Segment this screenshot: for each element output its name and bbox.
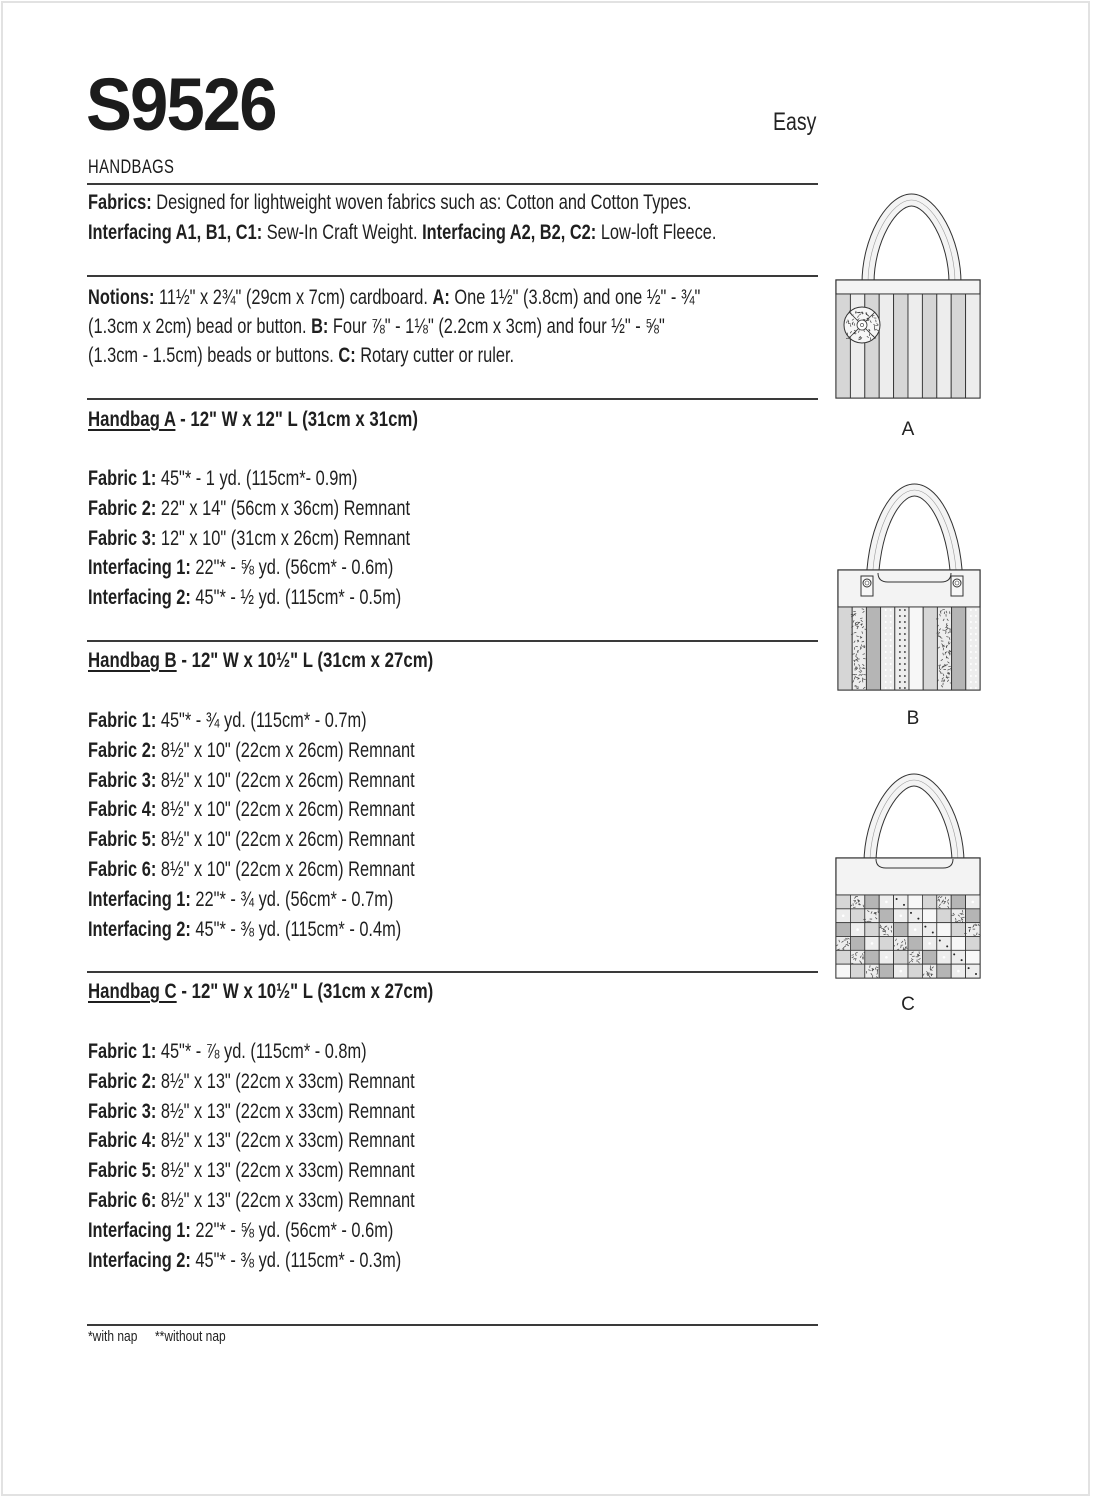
footnote-without-nap: **without nap (154, 1328, 226, 1345)
requirement-row (88, 496, 501, 522)
patchwork-square (922, 964, 936, 978)
print-dot (885, 956, 888, 959)
patchwork-square (894, 950, 908, 964)
print-dot (856, 928, 859, 931)
interfacing-text-2: Low-loft Fleece. (600, 221, 717, 244)
print-dot (904, 639, 906, 641)
patchwork-square (850, 937, 864, 951)
patchwork-square (836, 964, 850, 978)
print-dot (914, 928, 917, 931)
requirement-label: Fabric 5: (88, 1159, 157, 1183)
requirement-label: Fabric 2: (88, 738, 157, 762)
print-dot (975, 669, 977, 671)
patchwork-square (850, 895, 864, 909)
fabric-stripe (838, 607, 852, 690)
patchwork-square (908, 895, 922, 909)
requirement-row (88, 1158, 507, 1184)
difficulty-label: Easy (773, 108, 817, 136)
patchwork-square (908, 909, 922, 923)
print-dot (885, 687, 887, 689)
notions-line-2 (88, 314, 827, 340)
print-dot (975, 615, 977, 617)
print-dot (917, 918, 919, 920)
patchwork-square (865, 895, 879, 909)
notions-view-a-label: A: (432, 286, 450, 309)
pattern-number: S9526 (86, 63, 276, 146)
requirement-value: 45"* - ⅞ yd. (115cm* - 0.8m) (160, 1040, 367, 1063)
print-dot (904, 609, 906, 611)
print-dot (899, 687, 901, 689)
patchwork-square (966, 937, 980, 951)
print-dot (957, 970, 960, 973)
notions-label: Notions: (88, 286, 155, 309)
view-heading-b (88, 648, 520, 674)
print-dot (970, 651, 972, 653)
requirement-value: 8½" x 10" (22cm x 26cm) Remnant (160, 828, 415, 852)
notions-text: (1.3cm - 1.5cm) beads or buttons. (88, 344, 334, 367)
patchwork-square (836, 950, 850, 964)
patchwork-square (850, 964, 864, 978)
print-dot (968, 967, 970, 969)
print-dot (904, 615, 906, 617)
interfacing-label-2: Interfacing A2, B2, C2: (422, 221, 597, 244)
print-dot (943, 956, 946, 959)
print-dot (970, 627, 972, 629)
interfacing-text-1: Sew-In Craft Weight. (266, 221, 418, 244)
fabric-stripe (923, 607, 937, 690)
requirement-label: Fabric 4: (88, 798, 157, 822)
patchwork-square (937, 937, 951, 951)
requirement-value: 45"* - ⅜ yd. (115cm* - 0.3m) (195, 1248, 402, 1272)
print-dot (970, 663, 972, 665)
requirement-value: 22" x 14" (56cm x 36cm) Remnant (160, 496, 411, 520)
print-dot (928, 942, 931, 945)
requirement-label: Interfacing 1: (88, 1218, 191, 1242)
print-dot (890, 651, 892, 653)
requirement-label: Fabric 1: (88, 1040, 157, 1063)
print-dot (904, 663, 906, 665)
interfacing-label-1: Interfacing A1, B1, C1: (88, 221, 263, 244)
print-dot (899, 663, 901, 665)
print-dot (904, 669, 906, 671)
requirement-value: 12" x 10" (31cm x 26cm) Remnant (160, 526, 411, 550)
print-dot (885, 681, 887, 683)
requirement-label: Interfacing 2: (88, 1248, 191, 1272)
fabric-stripe (966, 607, 980, 690)
print-dot (899, 639, 901, 641)
print-dot (890, 645, 892, 647)
bag-top-band (836, 858, 980, 895)
print-dot (970, 621, 972, 623)
fabric-stripe (866, 607, 880, 690)
patchwork-square (894, 895, 908, 909)
patchwork-square (908, 937, 922, 951)
requirement-label: Fabric 5: (88, 828, 157, 852)
print-dot (890, 681, 892, 683)
print-dot (885, 621, 887, 623)
notions-view-c-label: C: (338, 344, 356, 367)
print-dot (885, 669, 887, 671)
print-dot (970, 645, 972, 647)
requirement-row (88, 585, 490, 611)
print-dot (890, 657, 892, 659)
print-dot (953, 953, 955, 955)
view-size: - 12" W x 12" L (31cm x 31cm) (180, 408, 418, 431)
requirement-label: Interfacing 2: (88, 917, 191, 941)
patchwork-square (951, 937, 965, 951)
patchwork-square (966, 964, 980, 978)
print-dot (890, 687, 892, 689)
print-dot (970, 639, 972, 641)
print-dot (885, 609, 887, 611)
print-dot (970, 681, 972, 683)
requirement-row (88, 1248, 490, 1274)
requirement-row (88, 1039, 445, 1065)
requirement-value: 8½" x 13" (22cm x 33cm) Remnant (160, 1099, 415, 1123)
print-dot (972, 901, 975, 904)
print-dot (842, 914, 845, 917)
requirement-label: Fabric 2: (88, 496, 157, 520)
requirement-value: 8½" x 10" (22cm x 26cm) Remnant (160, 738, 415, 762)
view-heading-c (88, 979, 520, 1005)
patchwork-square (836, 923, 850, 937)
requirement-value: 22"* - ⅝ yd. (56cm* - 0.6m) (195, 1218, 394, 1242)
requirement-row (88, 797, 507, 823)
notions-text: (1.3cm x 2cm) bead or button. (88, 315, 307, 338)
handbag-a-illustration (830, 190, 990, 405)
print-dot (904, 687, 906, 689)
fabric-stripe (937, 294, 951, 398)
view-label-a: A (901, 419, 915, 440)
requirement-label: Fabric 6: (88, 858, 157, 881)
requirement-label: Fabric 1: (88, 709, 157, 732)
print-dot (899, 681, 901, 683)
patchwork-square (922, 950, 936, 964)
requirement-row (88, 1069, 507, 1095)
patchwork-square (850, 909, 864, 923)
print-dot (924, 926, 926, 928)
patchwork-square (879, 909, 893, 923)
button-icon (863, 579, 871, 587)
print-squiggle (939, 899, 940, 901)
patchwork-square (908, 964, 922, 978)
print-dot (970, 609, 972, 611)
fabric-stripe (836, 294, 850, 398)
print-dot (975, 657, 977, 659)
print-dot (904, 681, 906, 683)
divider (87, 275, 818, 277)
patchwork-square (836, 895, 850, 909)
fabric-stripe (894, 294, 908, 398)
requirement-label: Interfacing 2: (88, 586, 191, 610)
fabric-stripe (952, 607, 966, 690)
print-dot (885, 651, 887, 653)
view-name: Handbag C (88, 980, 177, 1003)
requirement-value: 8½" x 13" (22cm x 33cm) Remnant (160, 1159, 415, 1183)
requirement-row (88, 917, 490, 943)
interfacing-line (88, 220, 894, 246)
requirement-row (88, 526, 501, 552)
print-dot (975, 633, 977, 635)
requirement-value: 45"* - 1 yd. (115cm*- 0.9m) (160, 467, 358, 490)
fabrics-text: Designed for lightweight woven fabrics such as: Cotton and Cotton Types. (156, 191, 692, 214)
requirement-value: 8½" x 10" (22cm x 26cm) Remnant (160, 768, 415, 792)
print-dot (946, 945, 948, 947)
print-dot (896, 898, 898, 900)
divider (87, 971, 818, 973)
patchwork-square (966, 950, 980, 964)
requirement-row (88, 738, 507, 764)
view-name: Handbag B (88, 649, 177, 672)
view-heading-a (88, 407, 500, 433)
requirement-row (88, 887, 479, 913)
print-dot (890, 633, 892, 635)
handbag-b-illustration (830, 480, 990, 695)
print-dot (899, 615, 901, 617)
requirement-row (88, 555, 479, 581)
divider (87, 183, 818, 185)
print-dot (885, 645, 887, 647)
divider (87, 640, 818, 642)
patchwork-square (966, 923, 980, 937)
print-dot (885, 675, 887, 677)
requirement-label: Fabric 2: (88, 1069, 157, 1093)
bag-top-band (836, 280, 980, 294)
print-dot (899, 675, 901, 677)
requirement-row (88, 768, 507, 794)
handbag-c-illustration (830, 770, 995, 985)
requirement-value: 45"* - ⅜ yd. (115cm* - 0.4m) (195, 917, 402, 941)
print-dot (975, 639, 977, 641)
footnotes (88, 1328, 260, 1346)
print-dot (885, 639, 887, 641)
print-dot (890, 639, 892, 641)
requirement-value: 22"* - ¾ yd. (56cm* - 0.7m) (195, 887, 394, 911)
view-label-c: C (901, 994, 915, 1015)
handle-outline (870, 780, 958, 863)
print-dot (975, 627, 977, 629)
print-dot (970, 687, 972, 689)
requirement-label: Fabric 3: (88, 1099, 157, 1123)
footnote-with-nap: *with nap (88, 1328, 138, 1345)
patchwork-square (865, 950, 879, 964)
print-dot (961, 959, 963, 961)
print-dot (904, 651, 906, 653)
requirement-label: Interfacing 1: (88, 887, 191, 911)
fabric-stripe (966, 294, 980, 398)
print-dot (910, 912, 912, 914)
print-dot (970, 657, 972, 659)
requirement-label: Fabric 6: (88, 1189, 157, 1212)
print-dot (975, 973, 977, 975)
print-dot (904, 675, 906, 677)
print-dot (885, 657, 887, 659)
notions-text: Rotary cutter or ruler. (360, 344, 515, 367)
flower-center (857, 320, 867, 330)
print-dot (970, 615, 972, 617)
requirement-row (88, 1188, 507, 1214)
print-dot (975, 645, 977, 647)
print-dot (975, 609, 977, 611)
print-dot (899, 657, 901, 659)
patchwork-square (966, 909, 980, 923)
fabric-stripe (909, 607, 923, 690)
patchwork-square (865, 909, 879, 923)
divider (87, 1324, 818, 1326)
print-dot (970, 633, 972, 635)
print-dot (970, 669, 972, 671)
category-title: HANDBAGS (88, 157, 175, 178)
print-dot (890, 675, 892, 677)
view-name: Handbag A (88, 408, 176, 431)
patchwork-square (894, 937, 908, 951)
requirement-label: Fabric 3: (88, 526, 157, 550)
print-dot (890, 669, 892, 671)
print-dot (890, 609, 892, 611)
patchwork-square (922, 923, 936, 937)
requirement-row (88, 1128, 507, 1154)
print-dot (975, 687, 977, 689)
requirement-row (88, 857, 507, 883)
print-dot (939, 940, 941, 942)
patchwork-square (922, 895, 936, 909)
view-size: - 12" W x 10½" L (31cm x 27cm) (181, 980, 434, 1003)
button-icon (953, 579, 961, 587)
patchwork-square (937, 964, 951, 978)
requirement-value: 8½" x 10" (22cm x 26cm) Remnant (160, 798, 415, 822)
print-dot (890, 621, 892, 623)
view-label-b: B (906, 708, 920, 729)
print-dot (890, 627, 892, 629)
print-dot (899, 669, 901, 671)
print-dot (885, 615, 887, 617)
print-dot (885, 633, 887, 635)
print-dot (899, 627, 901, 629)
print-dot (975, 651, 977, 653)
print-dot (899, 609, 901, 611)
print-dot (975, 663, 977, 665)
print-dot (975, 675, 977, 677)
notions-text: 11½" x 2¾" (29cm x 7cm) cardboard. (158, 286, 428, 309)
print-dot (904, 645, 906, 647)
print-dot (871, 942, 874, 945)
requirement-value: 8½" x 10" (22cm x 26cm) Remnant (160, 858, 415, 881)
fabric-stripe (895, 607, 909, 690)
patchwork-square (879, 923, 893, 937)
print-dot (904, 621, 906, 623)
patchwork-square (922, 909, 936, 923)
print-dot (975, 621, 977, 623)
patchwork-square (865, 923, 879, 937)
fabric-stripe (881, 607, 895, 690)
notions-text: Four ⅞" - 1⅛" (2.2cm x 3cm) and four ½" - ⅝" (332, 315, 665, 338)
fabric-stripe (937, 607, 951, 690)
print-squiggle (853, 907, 855, 908)
print-dot (899, 651, 901, 653)
patchwork-square (951, 895, 965, 909)
patchwork-square (879, 937, 893, 951)
print-dot (885, 663, 887, 665)
requirement-row (88, 827, 507, 853)
requirement-label: Interfacing 1: (88, 556, 191, 580)
fabric-stripe (951, 294, 965, 398)
notions-text: One 1½" (3.8cm) and one ½" - ¾" (454, 286, 701, 309)
print-dot (890, 615, 892, 617)
fabric-stripe (922, 294, 936, 398)
requirement-value: 8½" x 13" (22cm x 33cm) Remnant (160, 1129, 415, 1153)
print-dot (932, 932, 934, 934)
requirement-value: 22"* - ⅝ yd. (56cm* - 0.6m) (195, 556, 394, 580)
print-dot (900, 914, 903, 917)
requirement-row (88, 1218, 479, 1244)
requirement-row (88, 466, 434, 492)
print-dot (899, 621, 901, 623)
print-dot (903, 904, 905, 906)
print-dot (975, 681, 977, 683)
patchwork-square (951, 923, 965, 937)
patchwork-square (894, 923, 908, 937)
print-dot (904, 657, 906, 659)
handle-outline (868, 200, 955, 283)
print-dot (970, 675, 972, 677)
divider (87, 398, 818, 400)
notions-view-b-label: B: (311, 315, 329, 338)
print-dot (885, 627, 887, 629)
fabric-stripe (879, 294, 893, 398)
patchwork-square (951, 950, 965, 964)
requirement-label: Fabric 1: (88, 467, 157, 490)
print-dot (890, 663, 892, 665)
requirement-label: Fabric 3: (88, 768, 157, 792)
requirement-value: 45"* - ½ yd. (115cm* - 0.5m) (195, 586, 402, 610)
patchwork-square (937, 923, 951, 937)
notions-line-1 (88, 285, 873, 311)
notions-line-3 (88, 343, 634, 369)
requirement-row (88, 708, 445, 734)
print-dot (899, 645, 901, 647)
print-dot (899, 633, 901, 635)
print-dot (900, 970, 903, 973)
requirement-row (88, 1099, 507, 1125)
requirement-value: 8½" x 13" (22cm x 33cm) Remnant (160, 1189, 415, 1212)
requirement-value: 8½" x 13" (22cm x 33cm) Remnant (160, 1069, 415, 1093)
requirement-value: 45"* - ¾ yd. (115cm* - 0.7m) (160, 709, 367, 732)
fabric-stripe (908, 294, 922, 398)
print-dot (885, 901, 888, 904)
patchwork-square (879, 964, 893, 978)
patchwork-square (937, 909, 951, 923)
fabrics-line (88, 190, 862, 216)
print-dot (904, 627, 906, 629)
print-dot (904, 633, 906, 635)
requirement-label: Fabric 4: (88, 1129, 157, 1153)
view-size: - 12" W x 10½" L (31cm x 27cm) (181, 649, 434, 672)
fabrics-label: Fabrics: (88, 191, 152, 214)
